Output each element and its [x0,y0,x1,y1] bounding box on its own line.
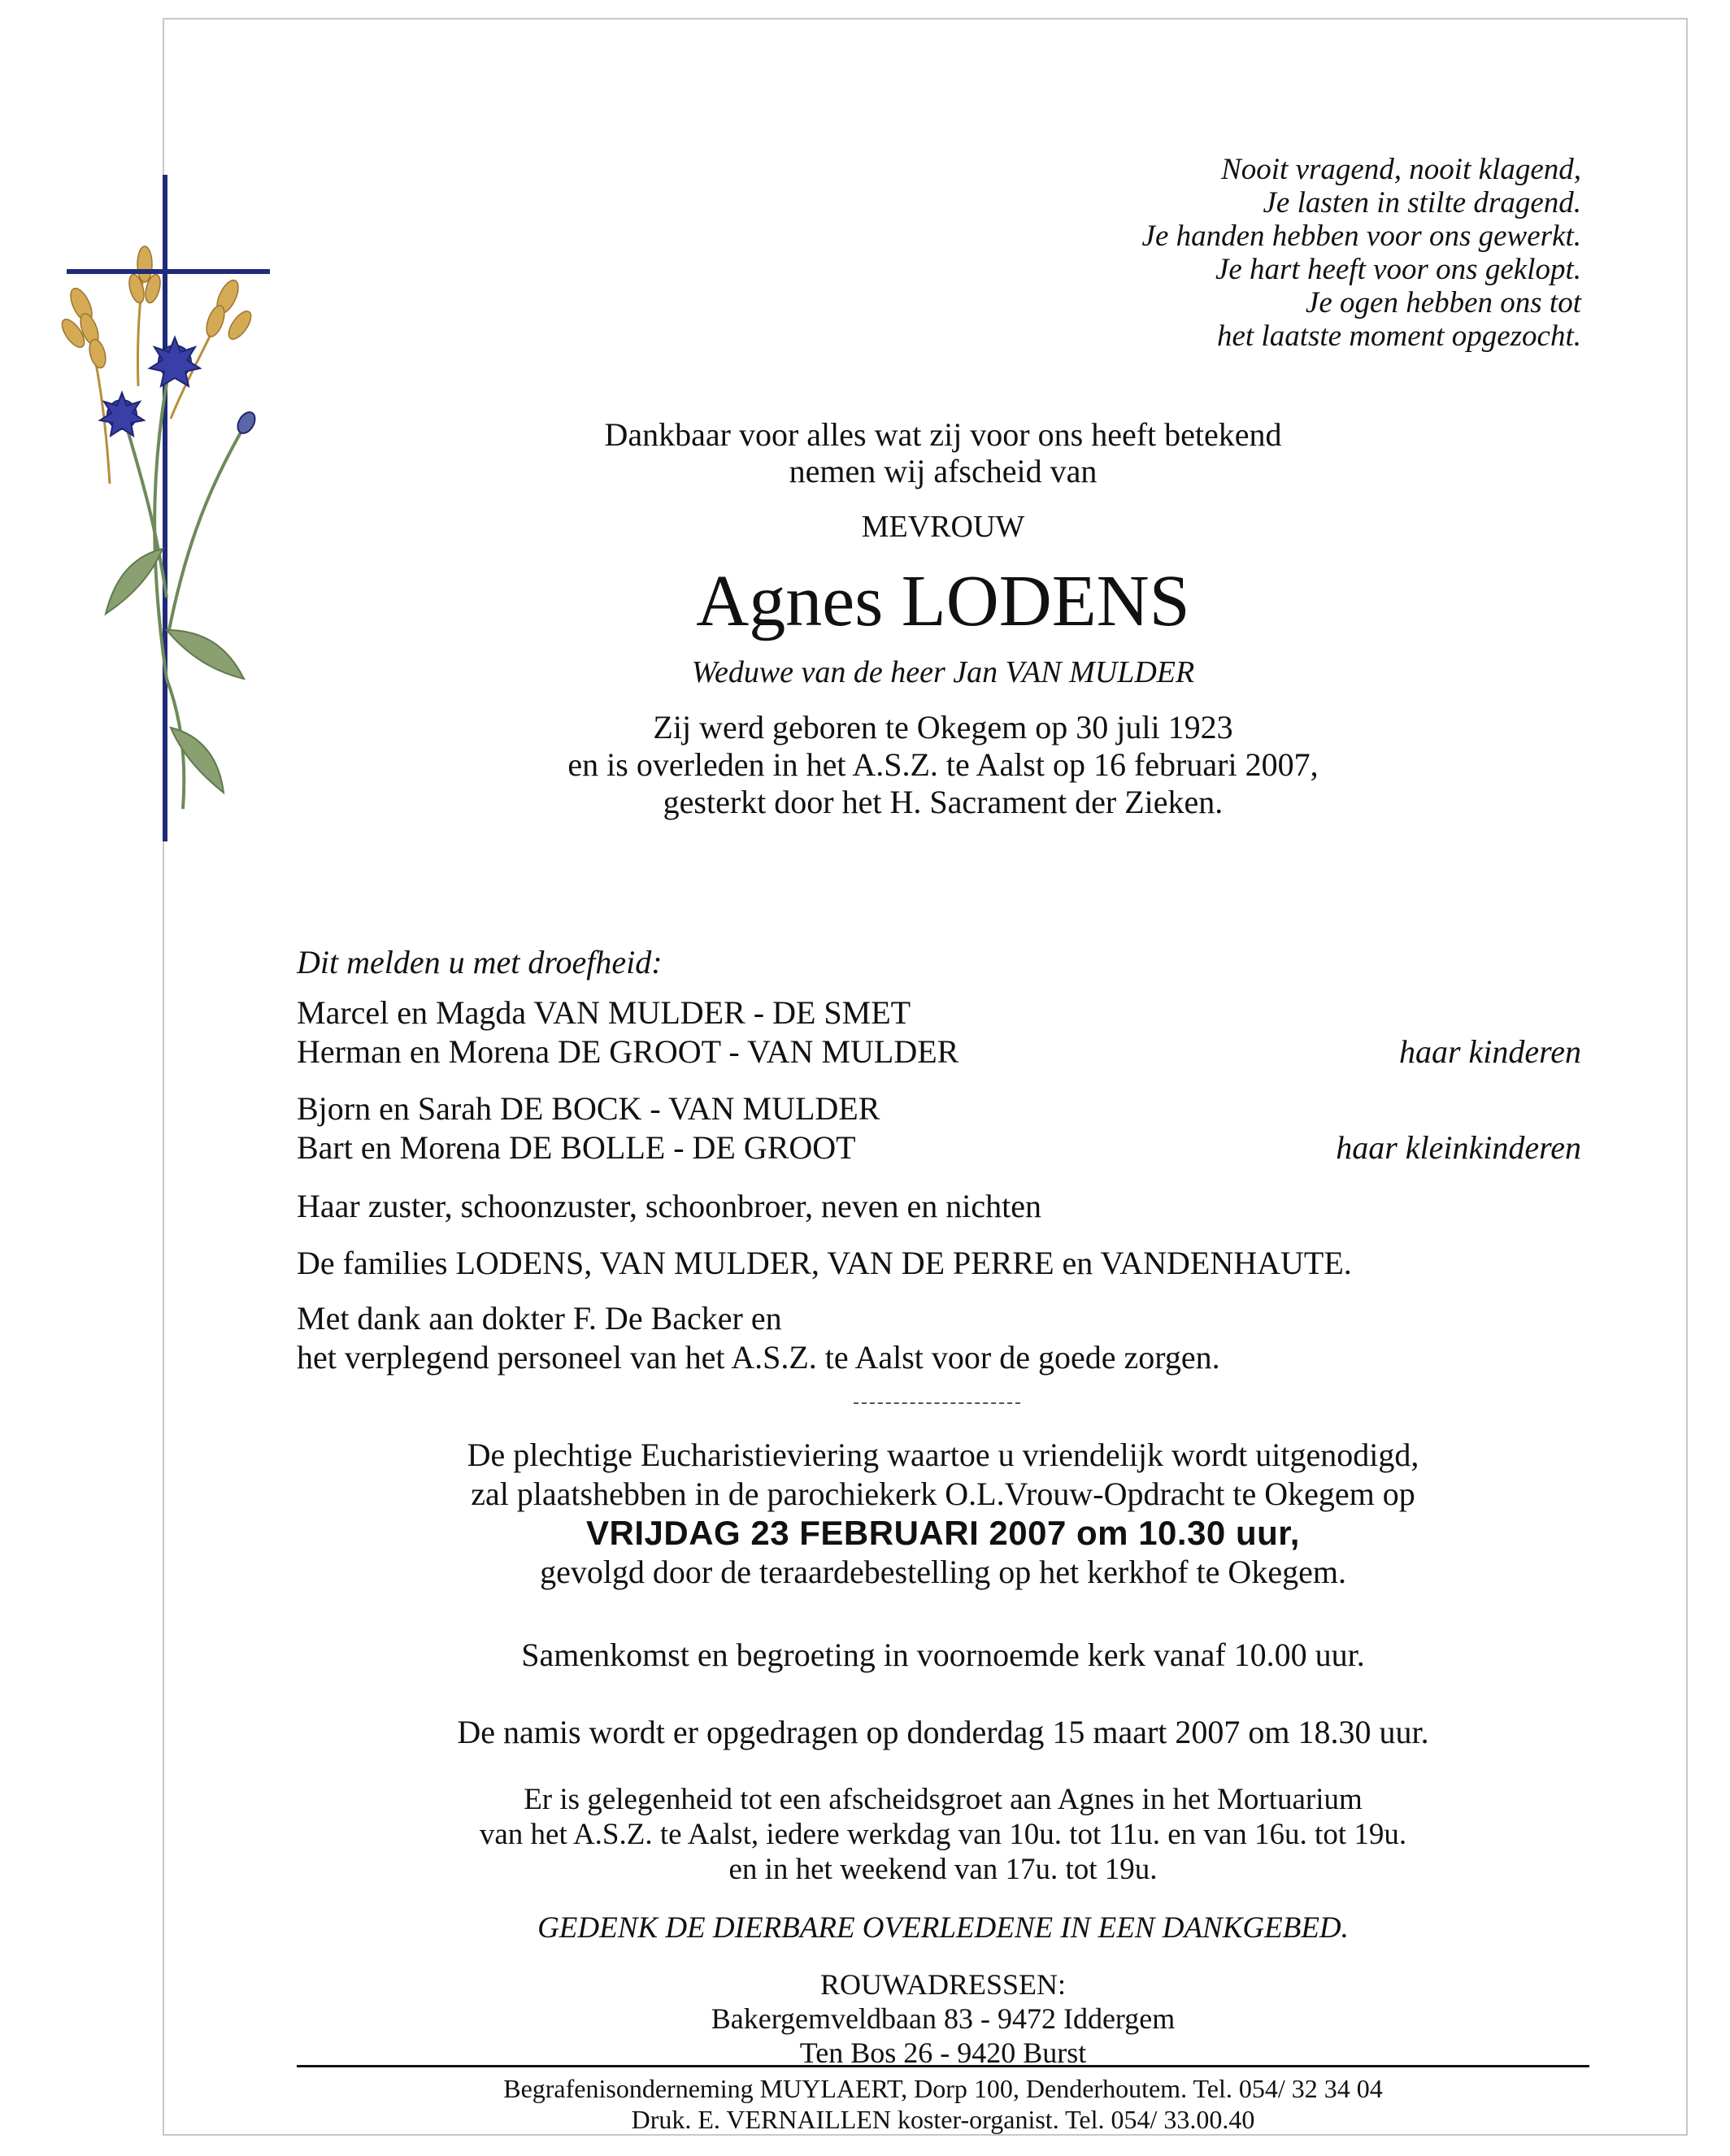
mass-line: gevolgd door de teraardebestelling op het kerkhof te Okegem. [540,1554,1346,1590]
grandchild-entry: Bart en Morena DE BOLLE - DE GROOT [297,1129,856,1166]
mass-line: De plechtige Eucharistieviering waartoe u vriendelijk wordt uitgenodigd, [467,1437,1419,1473]
poem-line: Nooit vragend, nooit klagend, [1221,153,1581,186]
poem-line: Je hart heeft voor ons geklopt. [1215,253,1581,286]
cross-vertical-bar [163,175,167,841]
cross-horizontal-bar [67,269,270,274]
thanks-text [297,1299,1220,1377]
grandchildren-label: haar kleinkinderen [1336,1129,1581,1166]
cornflower-icon [100,393,144,436]
mortuarium-line: Er is gelegenheid tot een afscheidsgroet aan Agnes in het Mortuarium [524,1783,1363,1816]
rouwadressen-heading: ROUWADRESSEN: [819,1968,1067,2001]
intro-line: nemen wij afscheid van [789,453,1098,489]
intro-text [488,416,1398,489]
children-list [297,993,958,1071]
thanks-line: Met dank aan dokter F. De Backer en [297,1300,782,1337]
intro-line: Dankbaar voor alles wat zij voor ons heeft betekend [604,416,1282,453]
rouwadressen [325,1967,1561,2070]
poem-line: Je handen hebben voor ons gewerkt. [1141,220,1581,253]
families-line: De families LODENS, VAN MULDER, VAN DE PERRE en VANDENHAUTE. [297,1245,1352,1281]
child-entry: Marcel en Magda VAN MULDER - DE SMET [297,994,911,1031]
birth-death-line: en is overleden in het A.S.Z. te Aalst op 16 februari 2007, [567,746,1319,783]
deceased-name: Agnes LODENS [696,561,1190,641]
widow-of: Weduwe van de heer Jan VAN MULDER [691,655,1195,689]
footer-line: Druk. E. VERNAILLEN koster-organist. Tel. 054/ 33.00.40 [631,2105,1255,2134]
mortuarium-line: van het A.S.Z. te Aalst, iedere werkdag van 10u. tot 11u. en van 16u. tot 19u. [479,1818,1407,1851]
poem-line: Je lasten in stilte dragend. [1263,186,1581,220]
address-line: Ten Bos 26 - 9420 Burst [799,2036,1087,2069]
announcement: Dit melden u met droefheid: [297,944,663,980]
cornflower-icon [150,337,200,386]
mass-details [325,1436,1561,1592]
children-label: haar kinderen [1398,1033,1581,1070]
birth-death-text [406,709,1480,821]
birth-death-line: Zij werd geboren te Okegem op 30 juli 1923 [653,709,1233,745]
thanks-line: het verplegend personeel van het A.S.Z. te Aalst voor de goede zorgen. [297,1339,1220,1376]
poem-line: het laatste moment opgezocht. [1216,319,1581,353]
footer [297,2073,1589,2135]
footer-line: Begrafenisonderneming MUYLAERT, Dorp 100, Denderhoutem. Tel. 054/ 32 34 04 [503,2074,1383,2103]
grandchildren-list [297,1089,880,1167]
address-line: Bakergemveldbaan 83 - 9472 Iddergem [711,2002,1176,2035]
gathering-text: Samenkomst en begroeting in voornoemde kerk vanaf 10.00 uur. [521,1637,1365,1673]
mass-date: VRIJDAG 23 FEBRUARI 2007 om 10.30 uur, [586,1514,1300,1552]
dashed-separator [854,1402,1020,1404]
mortuarium-line: en in het weekend van 17u. tot 19u. [728,1853,1158,1886]
footer-rule [297,2065,1589,2067]
birth-death-line: gesterkt door het H. Sacrament der Zieken. [663,784,1224,820]
mass-line: zal plaatshebben in de parochiekerk O.L.Vrouw-Opdracht te Okegem op [471,1476,1415,1512]
poem [976,153,1581,353]
cross-with-flowers-illustration [49,175,285,850]
gedenk-text: GEDENK DE DIERBARE OVERLEDENE IN EEN DANKGEBED. [537,1911,1349,1945]
poem-line: Je ogen hebben ons tot [1305,286,1581,319]
mortuarium-text [325,1782,1561,1887]
child-entry: Herman en Morena DE GROOT - VAN MULDER [297,1033,959,1070]
cornflower-bud-icon [234,409,259,436]
namis-text: De namis wordt er opgedragen op donderdag 15 maart 2007 om 18.30 uur. [457,1714,1429,1750]
grandchild-entry: Bjorn en Sarah DE BOCK - VAN MULDER [297,1090,880,1127]
siblings-line: Haar zuster, schoonzuster, schoonbroer, neven en nichten [297,1188,1041,1224]
title-prefix: MEVROUW [861,510,1025,544]
